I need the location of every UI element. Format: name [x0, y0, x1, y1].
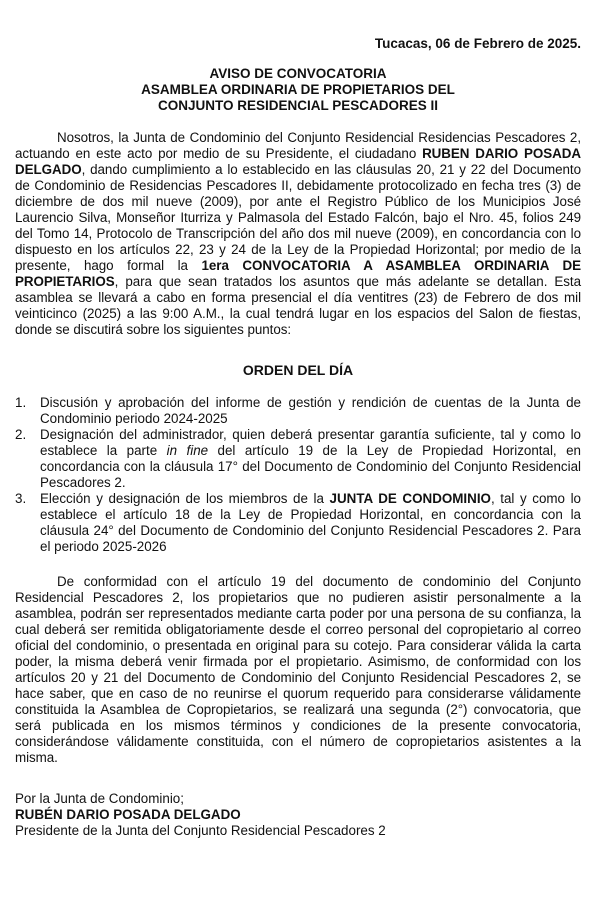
agenda-item-text: del artículo 19 de la Ley de Propiedad Horizontal, en concordancia con la cláusula 17° del Documento de Condominio del Conjunto Residencial Pescadores 2. — [40, 443, 581, 490]
agenda-item-bold: JUNTA DE CONDOMINIO — [329, 491, 491, 506]
document-title — [15, 66, 581, 114]
agenda-item-text: Discusión y aprobación del informe de gestión y rendición de cuentas de la Junta de Condominio periodo 2024-2025 — [40, 395, 581, 426]
intro-text-1: Nosotros, la Junta de Condominio del Conjunto Residencial Residencias Pescadores 2, actuando en este acto por medio de su Presidente, el ciudadano — [15, 130, 581, 161]
intro-text-3: , para que sean tratados los asuntos que más adelante se detallan. Esta asamblea se llevará a cabo en forma presencial el día ventitres (23) de Febrero de dos mil veinticinco (2025) a las 9:00 A.M., la cual tendrá lugar en los espacios del Salon de fiestas, donde se discutirá sobre los siguientes puntos: — [15, 274, 581, 337]
agenda-item-number: 2. — [15, 427, 27, 442]
signatory-name: RUBÉN DARIO POSADA DELGADO — [15, 807, 241, 822]
intro-paragraph — [15, 130, 581, 338]
intro-text-2: , dando cumplimiento a lo establecido en las cláusulas 20, 21 y 22 del Documento de Condominio de Residencias Pescadores II, debidamente protocolizado en fecha tres (3) de diciembre de dos mil nueve (2009), por ante el Registro Público de los Municipios José Laurencio Silva, Monseñor Iturriza y Palmasola del Estado Falcón, bajo el Nro. 45, folios 249 del Tomo 14, Protocolo de Transcripción del año dos mil nueve (2009), en concordancia con lo dispuesto en los artículos 22, 23 y 24 de la Ley de la Propiedad Horizontal; por medio de la presente, hago formal la — [15, 162, 581, 273]
date-line: Tucacas, 06 de Febrero de 2025. — [374, 36, 581, 51]
agenda-list — [15, 395, 581, 555]
signature-line: Por la Junta de Condominio; — [15, 791, 184, 806]
agenda-item-number: 3. — [15, 491, 27, 506]
signature-block — [15, 791, 581, 839]
title-line-3: CONJUNTO RESIDENCIAL PESCADORES II — [157, 98, 439, 113]
agenda-item — [15, 395, 581, 427]
president-name: RUBEN DARIO POSADA DELGADO — [15, 146, 581, 177]
title-line-2: ASAMBLEA ORDINARIA DE PROPIETARIOS DEL — [141, 82, 455, 97]
agenda-item-italic: in fine — [166, 443, 209, 458]
convocation-title: 1era CONVOCATORIA A ASAMBLEA ORDINARIA DE PROPIETARIOS — [15, 258, 581, 289]
agenda-item — [15, 491, 581, 555]
agenda-item — [15, 427, 581, 491]
agenda-item-number: 1. — [15, 395, 27, 410]
agenda-item-text: Elección y designación de los miembros de la — [40, 491, 330, 506]
agenda-item-text: Designación del administrador, quien deberá presentar garantía suficiente, tal y como lo establece la parte — [40, 427, 581, 458]
agenda-heading: ORDEN DEL DÍA — [242, 362, 354, 378]
title-line-1: AVISO DE CONVOCATORIA — [209, 66, 387, 81]
closing-paragraph: De conformidad con el artículo 19 del documento de condominio del Conjunto Residencial Pescadores 2, los propietarios que no pudieren asistir personalmente a la asamblea, podrán ser representados mediante carta poder por una persona de su confianza, la cual deberá ser remitida obligatoriamente desde el correo personal del copropietario al correo oficial del condominio, o presentada en original para su cotejo. Para considerar válida la carta poder, la misma deberá venir firmada por el propietario. Asimismo, de conformidad con los artículos 20 y 21 del Documento de Condominio del Conjunto Residencial Pescadores 2, se hace saber, que en caso de no reunirse el quorum requerido para considerarse válidamente constituida la Asamblea de Copropietarios, se realizará una segunda (2°) convocatoria, que será publicada en los mismos términos y condiciones de la presente convocatoria, considerándose válidamente constituida, con el número de copropietarios asistentes a la misma. — [15, 574, 581, 765]
signatory-role: Presidente de la Junta del Conjunto Residencial Pescadores 2 — [15, 823, 386, 838]
agenda-item-text: , tal y como lo establece el artículo 18 de la Ley de Propiedad Horizontal, en concordancia con la cláusula 24° del Documento de Condominio del Conjunto Residencial Pescadores 2. Para el periodo 2025-2026 — [40, 491, 582, 554]
